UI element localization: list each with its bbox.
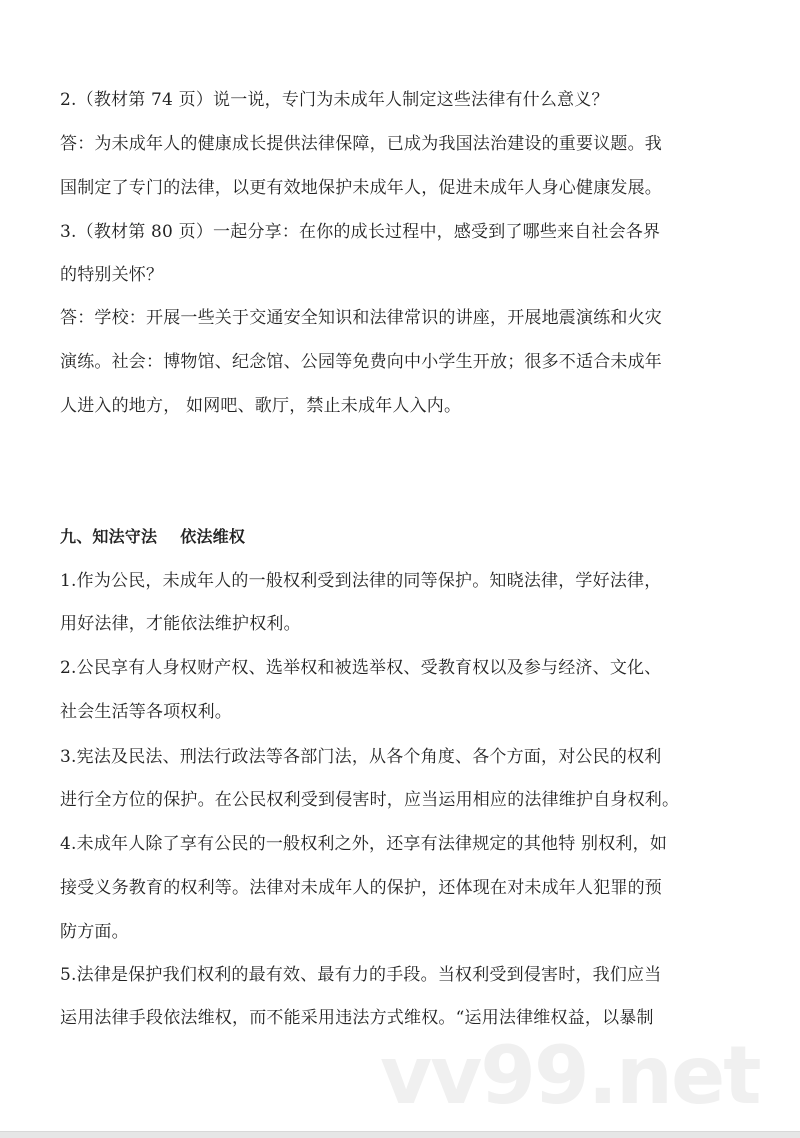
text-line: 接受义务教育的权利等。法律对未成年人的保护，还体现在对未成年人犯罪的预: [60, 878, 662, 898]
text-line: 用好法律，才能依法维护权利。: [60, 614, 301, 634]
text-line: 的特别关怀？: [60, 265, 164, 285]
text-line: 运用法律手段依法维权，而不能采用违法方式维权。“运用法律维权益，以暴制: [60, 1008, 654, 1028]
text-line: 1.作为公民，未成年人的一般权利受到法律的同等保护。知晓法律，学好法律，: [60, 571, 662, 591]
text-line: 进行全方位的保护。在公民权利受到侵害时，应当运用相应的法律维护自身权利。: [60, 790, 680, 810]
text-line: 演练。社会：博物馆、纪念馆、公园等免费向中小学生开放；很多不适合未成年: [60, 352, 662, 372]
text-line: 答：学校：开展一些关于交通安全知识和法律常识的讲座，开展地震演练和火灾: [60, 308, 662, 328]
text-line: 答：为未成年人的健康成长提供法律保障，已成为我国法治建设的重要议题。我: [60, 134, 662, 154]
section-heading: 九、知法守法 依法维权: [60, 527, 246, 546]
text-line: 4.未成年人除了享有公民的一般权利之外，还享有法律规定的其他特 别权利，如: [60, 834, 668, 854]
text-line: 人进入的地方， 如网吧、歌厅，禁止未成年人入内。: [60, 396, 462, 416]
text-line: 防方面。: [60, 922, 129, 942]
text-line: 3.宪法及民法、刑法行政法等各部门法，从各个角度、各个方面，对公民的权利: [60, 747, 662, 767]
text-line: 2.公民享有人身权财产权、选举权和被选举权、受教育权以及参与经济、文化、: [60, 658, 662, 678]
text-line: 社会生活等各项权利。: [60, 702, 232, 722]
text-line: 2.（教材第 74 页）说一说，专门为未成年人制定这些法律有什么意义？: [60, 90, 609, 110]
text-line: 5.法律是保护我们权利的最有效、最有力的手段。当权利受到侵害时，我们应当: [60, 965, 662, 985]
watermark: vv99.net: [380, 1029, 760, 1122]
text-line: 3.（教材第 80 页）一起分享：在你的成长过程中，感受到了哪些来自社会各界: [60, 222, 661, 242]
text-line: 国制定了专门的法律，以更有效地保护未成年人，促进未成年人身心健康发展。: [60, 178, 662, 198]
